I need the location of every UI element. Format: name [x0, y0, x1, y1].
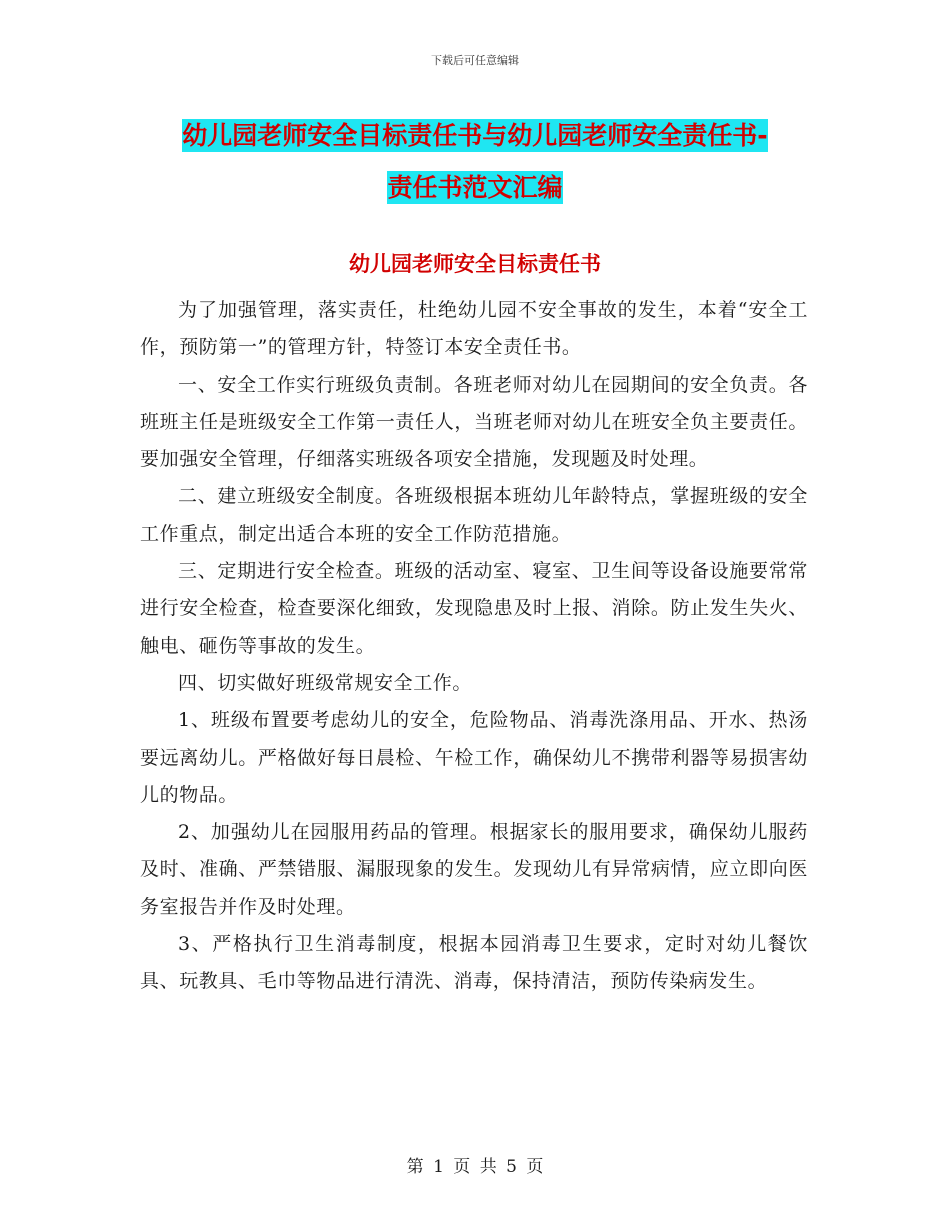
paragraph-intro: 为了加强管理，落实责任，杜绝幼儿园不安全事故的发生，本着“安全工作，预防第一”的管理方针，特签订本安全责任书。 — [140, 299, 808, 359]
paragraph-item-3: 三、定期进行安全检查。班级的活动室、寝室、卫生间等设备设施要常常进行安全检查，检查要深化细致，发现隐患及时上报、消除。防止发生失火、触电、砸伤等事故的发生。 — [140, 560, 808, 657]
page-footer: 第 1 页 共 5 页 — [406, 1157, 544, 1177]
document-body — [140, 292, 808, 1001]
document-title — [140, 110, 810, 214]
paragraph-item-4: 四、切实做好班级常规安全工作。 — [178, 671, 473, 694]
header-note: 下载后可任意编辑 — [431, 54, 519, 67]
paragraph-item-2: 二、建立班级安全制度。各班级根据本班幼儿年龄特点，掌握班级的安全工作重点，制定出适合本班的安全工作防范措施。 — [140, 485, 808, 545]
document-title-line-1: 幼儿园老师安全目标责任书与幼儿园老师安全责任书- — [182, 121, 768, 150]
paragraph-item-1: 一、安全工作实行班级负责制。各班老师对幼儿在园期间的安全负责。各班班主任是班级安全工作第一责任人，当班老师对幼儿在班安全负主要责任。要加强安全管理，仔细落实班级各项安全措施，发现题及时处理。 — [140, 373, 808, 471]
paragraph-subitem-2: 2、加强幼儿在园服用药品的管理。根据家长的服用要求，确保幼儿服药及时、准确、严禁错服、漏服现象的发生。发现幼儿有异常病情，应立即向医务室报告并作及时处理。 — [140, 821, 808, 918]
document-title-line-2: 责任书范文汇编 — [387, 173, 563, 202]
paragraph-subitem-1: 1、班级布置要考虑幼儿的安全，危险物品、消毒洗涤用品、开水、热汤要远离幼儿。严格做好每日晨检、午检工作，确保幼儿不携带利器等易损害幼儿的物品。 — [140, 709, 808, 806]
section-title: 幼儿园老师安全目标责任书 — [349, 252, 601, 276]
paragraph-subitem-3: 3、严格执行卫生消毒制度，根据本园消毒卫生要求，定时对幼儿餐饮具、玩教具、毛巾等物品进行清洗、消毒，保持清洁，预防传染病发生。 — [140, 933, 808, 993]
